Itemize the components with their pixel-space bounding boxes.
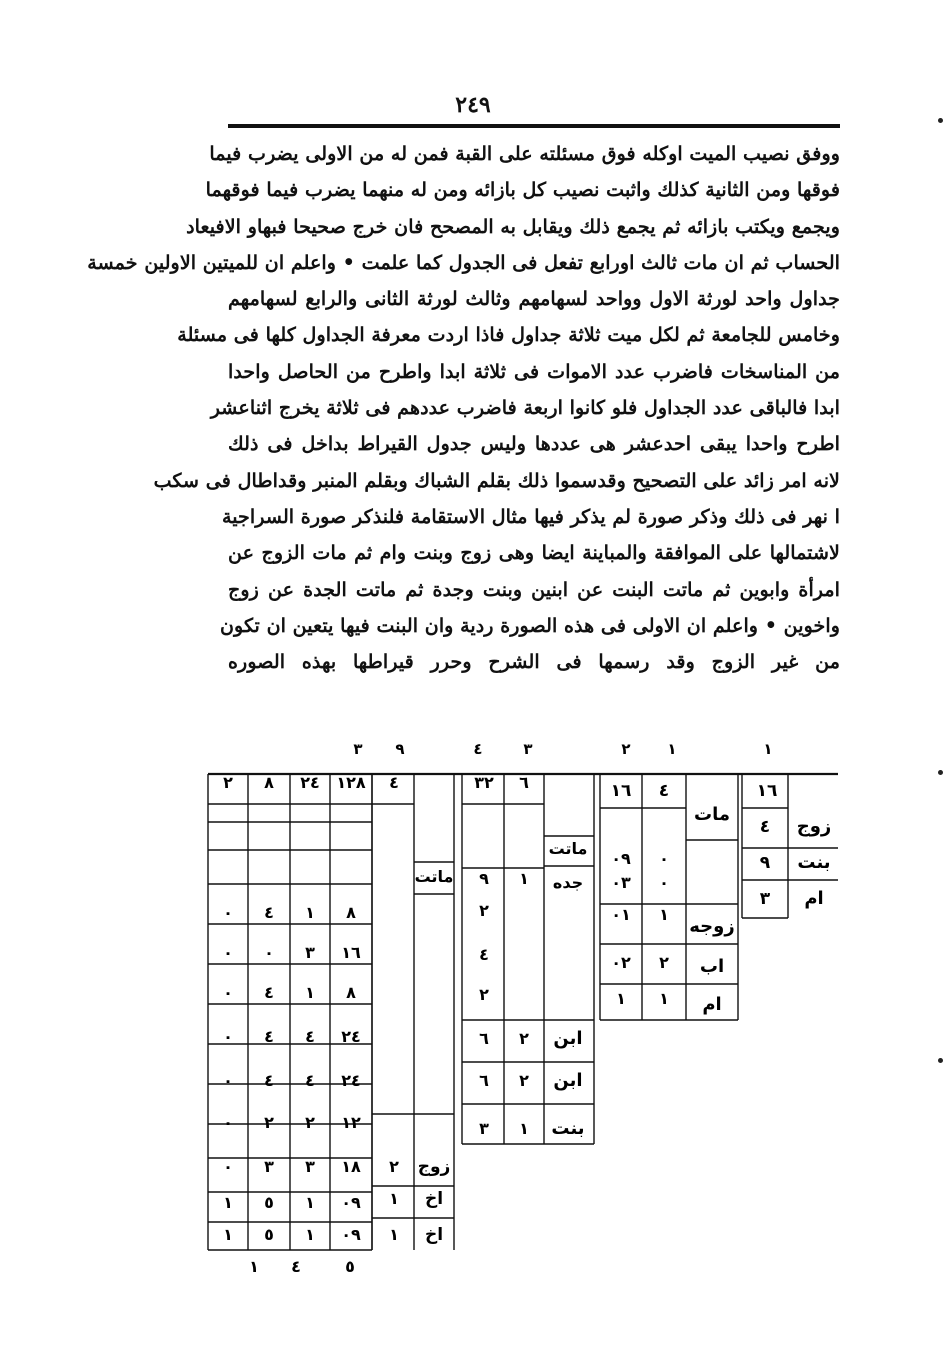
jamia-cell: ٤ xyxy=(264,903,274,922)
fourth-death-heir-share: ٢ xyxy=(389,1157,399,1176)
fourth-death-mat-label: ماتت xyxy=(414,867,454,886)
jamia-cell: ١ xyxy=(223,1225,233,1244)
paragraph-line: الحساب ثم ان مات ثالث اورابع تفعل فى الجدول كما علمت • واعلم ان للميتين الاولين خمسة xyxy=(87,250,840,274)
jamia-cell: ١٦ xyxy=(341,943,361,962)
jamia-cell: ٤ xyxy=(264,1027,274,1046)
column-top-number: ٣ xyxy=(353,740,363,758)
jamia-cell: ٠ xyxy=(223,943,233,962)
first-death-heir-name: بنت xyxy=(797,852,831,873)
second-death-value: ٠٩ xyxy=(611,849,631,868)
jamia-cell: ٢ xyxy=(305,1113,315,1132)
jamia-header-value: ١٢٨ xyxy=(336,773,366,792)
third-death-heir-name: ابن xyxy=(553,1028,583,1049)
jamia-cell: ٠ xyxy=(264,943,274,962)
second-death-value: ٠ xyxy=(659,849,669,868)
second-death-value: ٠١ xyxy=(611,905,631,924)
first-death-heir-name: ام xyxy=(804,888,824,909)
paragraph-line: لانه امر زائد على التصحيح وقدسموا ذلك بقلم الشباك وبقلم المنبر وقداطال فى سكب xyxy=(153,468,840,492)
jamia-cell: ٤ xyxy=(305,1071,315,1090)
first-death-heir-share: ٣ xyxy=(759,889,771,909)
first-death-heir-name: زوج xyxy=(796,816,832,837)
jamia-cell: ٠٩ xyxy=(341,1193,361,1212)
paragraph-line: امرأة وابوين ثم ماتت البنت عن ابنين وبنت وجدة ثم ماتت الجدة عن زوج xyxy=(228,577,840,601)
jamia-cell: ٨ xyxy=(346,983,356,1002)
third-death-extra-value: ٢ xyxy=(479,985,489,1004)
paragraph-line: اطرح واحدا يبقى احدعشر هى عددها وليس جدول القيراط بداخل فى ذلك xyxy=(228,432,840,456)
first-death-heir-share: ٩ xyxy=(759,853,771,873)
jamia-cell: ٠ xyxy=(223,1157,233,1176)
jamia-cell: ٤ xyxy=(305,1027,315,1046)
jamia-header-value: ٨ xyxy=(264,773,274,792)
fourth-death-heir-share: ١ xyxy=(389,1189,399,1208)
third-death-heir-base: ٣ xyxy=(479,1119,489,1138)
column-top-number: ١ xyxy=(763,740,773,758)
column-top-number: ١ xyxy=(667,740,677,758)
jamia-cell: ٠ xyxy=(223,903,233,922)
paragraph-line: واخوين • واعلم ان الاولى فى هذه الصورة ردية وان البنت فيها يتعين ان تكون xyxy=(219,613,840,637)
jamia-cell: ٠ xyxy=(223,1071,233,1090)
second-death-top-cell: ٤ xyxy=(658,781,670,801)
jamia-cell: ٠ xyxy=(223,983,233,1002)
second-death-value: ٠ xyxy=(659,873,669,892)
jamia-cell: ٤ xyxy=(264,1071,274,1090)
third-death-heir-base: ٦ xyxy=(479,1071,489,1090)
jamia-cell: ٢٤ xyxy=(341,1071,361,1090)
table-bottom-number: ٥ xyxy=(345,1257,355,1276)
jamia-cell: ١ xyxy=(305,1225,315,1244)
third-death-top-cell: ٣٢ xyxy=(474,773,494,792)
third-death-heir-share: ١ xyxy=(519,1119,529,1138)
third-death-value: ١ xyxy=(519,869,529,888)
paragraph-line: جداول واحد لورثة الاول وواحد لسهامهم وثالث لورثة الثانى والرابع لسهامهم xyxy=(228,287,840,311)
second-death-value: ٠٢ xyxy=(611,953,631,972)
paragraph-line: من المناسخات فاضرب عدد الاموات فى ثلاثة ابدا واطرح من الحاصل واحدا xyxy=(228,359,840,383)
column-top-number: ٣ xyxy=(523,740,533,758)
jamia-cell: ٤ xyxy=(264,983,274,1002)
column-top-number: ٤ xyxy=(473,740,483,758)
jamia-cell: ٣ xyxy=(264,1157,274,1176)
paragraph-line: ا نهر فى ذلك وذكر صورة لم يذكر فيها مثال الاستقامة فلنذكر صورة السراجية xyxy=(221,504,840,528)
fourth-death-heir-name: اخ xyxy=(424,1225,444,1245)
jamia-cell: ٥ xyxy=(264,1193,274,1212)
jamia-cell: ١ xyxy=(305,1193,315,1212)
third-death-extra-value: ٢ xyxy=(479,901,489,920)
second-death-value: ١ xyxy=(659,989,669,1008)
jamia-cell: ١ xyxy=(305,903,315,922)
jamia-cell: ٨ xyxy=(346,903,356,922)
fourth-death-heir-name: زوج xyxy=(417,1157,451,1177)
second-death-mat-label: مات xyxy=(694,804,730,825)
paragraph-line: ويجمع ويكتب بازائه ثم يجمع ذلك ويقابل به المصحح فان خرج صحيحا فبهاو الافيعاد xyxy=(186,214,840,238)
third-death-heir-share: ٢ xyxy=(519,1029,529,1048)
first-death-heir-share: ٤ xyxy=(759,817,771,837)
jamia-cell: ١٢ xyxy=(341,1113,361,1132)
jamia-cell: ١ xyxy=(223,1193,233,1212)
column-top-number: ٢ xyxy=(621,740,631,758)
third-death-heir-share: ٢ xyxy=(519,1071,529,1090)
table-bottom-number: ٤ xyxy=(291,1257,301,1276)
jamia-cell: ٠٩ xyxy=(341,1225,361,1244)
jamia-cell: ١٨ xyxy=(341,1157,361,1176)
paragraph-line: وخامس للجامعة ثم لكل ميت ثلاثة جداول فاذا اردت معرفة الجداول كلها فى مسئلة xyxy=(177,323,840,347)
third-death-heir-base: ٦ xyxy=(479,1029,489,1048)
second-death-top-cell: ١٦ xyxy=(610,781,632,801)
jamia-cell: ٢٤ xyxy=(341,1027,361,1046)
paragraph-line: من غير الزوج وقد رسمها فى الشرح وحرر قيراطها بهذه الصوره xyxy=(228,650,840,674)
fourth-death-heir-name: اخ xyxy=(424,1189,444,1209)
fourth-death-heir-share: ١ xyxy=(389,1225,399,1244)
jamia-header-value: ٢ xyxy=(223,773,233,792)
third-death-top-cell: ٦ xyxy=(519,773,529,792)
second-death-heir: ام xyxy=(702,994,722,1015)
second-death-value: ١ xyxy=(659,905,669,924)
first-death-top-cell: ١٦ xyxy=(756,781,778,801)
third-death-mat-label: ماتت xyxy=(548,839,588,858)
third-death-grandmother: جده xyxy=(552,873,584,892)
jamia-cell: ٥ xyxy=(264,1225,274,1244)
third-death-heir-name: بنت xyxy=(551,1118,585,1139)
page-number: ٢٤٩ xyxy=(455,92,491,118)
jamia-header-value: ٢٤ xyxy=(300,773,320,792)
jamia-cell: ١ xyxy=(305,983,315,1002)
second-death-value: ١ xyxy=(616,989,626,1008)
third-death-heir-name: ابن xyxy=(553,1070,583,1091)
jamia-cell: ٠ xyxy=(223,1027,233,1046)
fourth-death-top-cell: ٤ xyxy=(389,773,399,792)
jamia-cell: ٣ xyxy=(305,943,315,962)
second-death-heir: زوجه xyxy=(689,916,735,937)
paragraph-line: ابدا فالباقى عدد الجداول فلو كانوا اربعة فاضرب عددهم فى ثلاثة يخرج اثناعشر xyxy=(210,396,840,420)
table-bottom-number: ١ xyxy=(249,1257,259,1276)
paragraph-line: فوقها ومن الثانية كذلك واثبت نصيب كل بازائه ومن له منهما يضرب فيما فوقهما xyxy=(205,178,840,202)
paragraph-line: ووفق نصيب الميت اوكله فوق مسئلته على القبة فمن له من الاولى يضرب فيما xyxy=(209,142,840,165)
third-death-extra-value: ٤ xyxy=(479,945,489,964)
second-death-heir: اب xyxy=(699,956,725,977)
jamia-cell: ٣ xyxy=(305,1157,315,1176)
column-top-number: ٩ xyxy=(395,740,405,758)
second-death-value: ٠٣ xyxy=(611,873,631,892)
third-death-value: ٩ xyxy=(479,869,489,888)
paragraph-line: لاشتمالها على الموافقة والمباينة ايضا وهى زوج وبنت وام ثم مات الزوج عن xyxy=(228,541,840,565)
jamia-cell: ٢ xyxy=(264,1113,274,1132)
second-death-value: ٢ xyxy=(659,953,669,972)
jamia-cell: ٠ xyxy=(223,1113,233,1132)
